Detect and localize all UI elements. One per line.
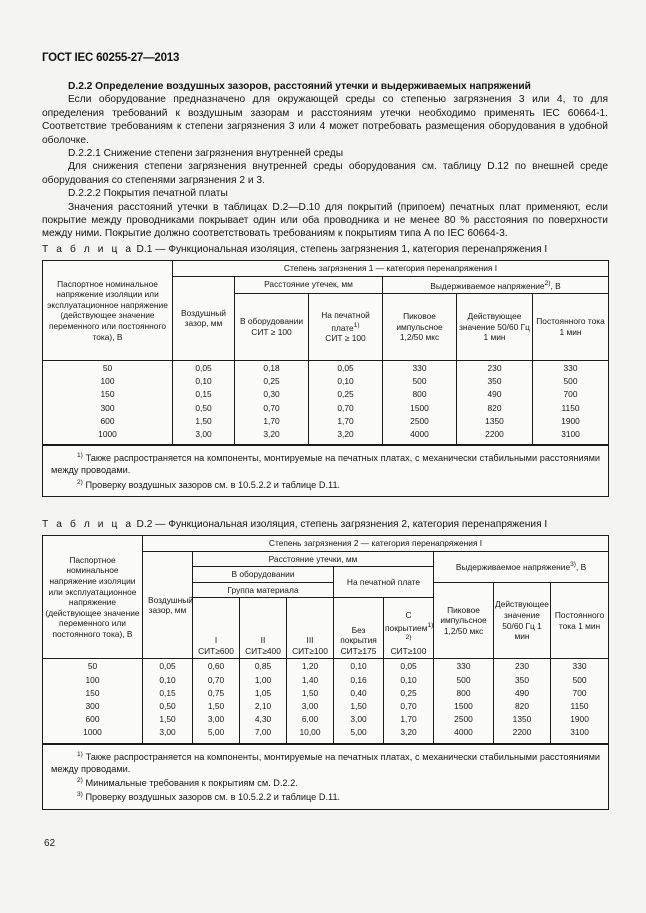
d1-col-creep-equipment bbox=[235, 293, 309, 360]
table-cell: 800 bbox=[456, 687, 471, 698]
table-cell: 0,40 bbox=[350, 687, 367, 698]
d2-group-creepage: Расстояние утечки, мм bbox=[193, 551, 434, 567]
table-cell: 1,05 bbox=[254, 687, 272, 698]
d2-mg3-roman: III bbox=[306, 635, 314, 646]
d1-footnote-2-marker: 2) bbox=[77, 478, 83, 486]
table-cell: 0,70 bbox=[337, 402, 354, 413]
d2-col-rms: Действующее значение 50/60 Гц 1 мин bbox=[494, 582, 551, 659]
table-cell: 2,10 bbox=[254, 700, 272, 711]
table-cell: 4,30 bbox=[254, 714, 272, 725]
section-heading-d221: D.2.2.1 Снижение степени загрязнения внутренней среды bbox=[68, 148, 344, 160]
d2-col-values-voltage bbox=[43, 659, 143, 744]
table-d2-caption-label: Т а б л и ц а bbox=[42, 519, 134, 530]
d2-col-material-group: Группа материала bbox=[193, 582, 334, 598]
table-cell: 1,50 bbox=[301, 687, 319, 698]
table-cell: 1,70 bbox=[337, 415, 354, 426]
section-heading-d22: D.2.2 Определение воздушных зазоров, расстояний утечки и выдерживаемых напряжений bbox=[68, 81, 531, 92]
d2-mg2-roman: II bbox=[260, 635, 266, 646]
d2-footnote-1-text: Также распространяется на компоненты, монтируемые на печатных платах, с механически стабильными расстояниями между проводами. bbox=[51, 751, 601, 774]
table-d1-caption-number: D.1 bbox=[136, 244, 153, 255]
table-d1 bbox=[42, 260, 609, 497]
table-d1-caption-text: — Функциональная изоляция, степень загрязнения 1, категория перенапряжения I bbox=[155, 244, 548, 255]
table-cell: 700 bbox=[572, 687, 587, 698]
d2-footnote-3-text: Проверку воздушных зазоров см. в 10.5.2.2 и таблице D.11. bbox=[85, 792, 341, 803]
d2-col-values-mg3 bbox=[287, 659, 334, 744]
d2-col-values-clearance bbox=[143, 659, 193, 744]
paragraph-2: Для снижения степени загрязнения внутренней среды оборудования см. таблицу D.12 по внешней среде оборудования со степенями загрязнения 2 и 3. bbox=[42, 161, 608, 186]
d1-col-values-creep-equipment bbox=[235, 360, 309, 445]
table-cell: 350 bbox=[487, 376, 502, 387]
d2-mg3-cti: СИТ≥100 bbox=[292, 645, 328, 656]
d2-col-mg1 bbox=[193, 598, 240, 659]
d2-col-pcb-coated bbox=[384, 598, 434, 659]
table-cell: 500 bbox=[456, 674, 471, 685]
d1-col-rms: Действующее значение 50/60 Гц 1 мин bbox=[457, 293, 533, 360]
table-cell: 700 bbox=[563, 389, 578, 400]
table-cell: 330 bbox=[563, 362, 578, 373]
table-cell: 1,40 bbox=[301, 674, 319, 685]
d2-group-withstand-voltage bbox=[434, 551, 609, 582]
d2-col-voltage: Паспортное номинальное напряжение изоляции или эксплуатационное напряжение (действующее значение переменного или постоянного тока), В bbox=[43, 536, 143, 659]
table-row: 1000 bbox=[98, 428, 117, 439]
table-cell: 1900 bbox=[570, 714, 589, 725]
table-cell: 800 bbox=[412, 389, 427, 400]
d2-col-mg2 bbox=[240, 598, 287, 659]
standard-header: ГОСТ IEC 60255-27—2013 bbox=[42, 52, 180, 64]
table-cell: 0,10 bbox=[195, 376, 212, 387]
d1-group-withstand-voltage bbox=[383, 276, 609, 293]
d2-group-withstand-label: Выдерживаемое напряжение bbox=[455, 562, 571, 573]
table-row: 600 bbox=[85, 714, 100, 725]
d2-col-mg3 bbox=[287, 598, 334, 659]
d2-footnote-1-marker: 1) bbox=[77, 750, 83, 758]
table-cell: 4000 bbox=[454, 727, 473, 738]
d2-mg2-cti: СИТ≥400 bbox=[245, 645, 281, 656]
table-cell: 0,25 bbox=[263, 376, 280, 387]
table-cell: 500 bbox=[572, 674, 587, 685]
d2-col-values-mg2 bbox=[240, 659, 287, 744]
d1-col-dc: Постоянного тока 1 мин bbox=[533, 293, 609, 360]
table-cell: 330 bbox=[456, 661, 471, 672]
table-cell: 0,10 bbox=[350, 661, 367, 672]
table-cell: 0,10 bbox=[400, 674, 417, 685]
d2-col-values-mg1 bbox=[193, 659, 240, 744]
d2-footnote-3-marker: 3) bbox=[77, 791, 83, 799]
d1-footnotes-cell bbox=[43, 445, 609, 496]
d1-creep-pcb-text: На печатной плате bbox=[321, 310, 370, 333]
d2-group-pollution-degree: Степень загрязнения 2 — категория перенапряжения I bbox=[143, 536, 609, 552]
table-cell: 3,20 bbox=[337, 428, 354, 439]
d2-mg1-cti: СИТ≥600 bbox=[198, 645, 234, 656]
d2-pcb-coated-text: С покрытием bbox=[385, 610, 428, 633]
table-cell: 490 bbox=[515, 687, 529, 698]
d2-col-values-rms bbox=[494, 659, 551, 744]
table-cell: 0,16 bbox=[350, 674, 367, 685]
d1-group-pollution-degree: Степень загрязнения 1 — категория перенапряжения I bbox=[173, 261, 609, 277]
d2-clearance-label: Воздушный зазор, мм bbox=[148, 594, 193, 615]
d1-col-values-creep-pcb bbox=[309, 360, 383, 445]
table-cell: 0,15 bbox=[195, 389, 212, 400]
table-cell: 0,30 bbox=[263, 389, 280, 400]
table-cell: 1150 bbox=[570, 700, 589, 711]
table-cell: 1,50 bbox=[350, 700, 367, 711]
d1-creep-equipment-cti: СИТ ≥ 100 bbox=[251, 326, 292, 337]
table-cell: 0,70 bbox=[207, 674, 225, 685]
table-d2 bbox=[42, 535, 609, 810]
table-cell: 1,20 bbox=[301, 661, 319, 672]
table-cell: 0,10 bbox=[159, 674, 176, 685]
d2-col-impulse: Пиковое импульсное 1,2/50 мкс bbox=[434, 582, 494, 659]
table-row: 300 bbox=[100, 402, 115, 413]
d2-pcb-coated-footnote-ref: 1) 2) bbox=[405, 622, 434, 642]
table-cell: 1350 bbox=[512, 714, 532, 725]
table-cell: 3100 bbox=[561, 428, 580, 439]
d1-group-withstand-footnote-ref: 2) bbox=[544, 279, 551, 287]
table-cell: 0,75 bbox=[207, 687, 225, 698]
d2-footnote-1 bbox=[51, 749, 600, 775]
table-cell: 3,00 bbox=[207, 714, 225, 725]
table-row: 100 bbox=[85, 674, 100, 685]
d1-col-values-impulse bbox=[383, 360, 457, 445]
table-cell: 0,18 bbox=[263, 362, 280, 373]
table-cell: 1150 bbox=[561, 402, 580, 413]
table-cell: 3,20 bbox=[263, 428, 280, 439]
d1-col-values-dc bbox=[533, 360, 609, 445]
d2-pcb-coated-cti: СИТ≥100 bbox=[390, 645, 427, 656]
table-cell: 0,60 bbox=[207, 661, 225, 672]
d2-data-block bbox=[43, 659, 609, 744]
table-d2-caption bbox=[42, 519, 608, 530]
table-cell: 490 bbox=[487, 389, 502, 400]
d1-group-withstand-label: Выдерживаемое напряжение bbox=[430, 280, 545, 291]
d2-footnotes bbox=[43, 745, 608, 809]
table-cell: 2500 bbox=[454, 714, 473, 725]
d1-col-clearance: Воздушный зазор, мм bbox=[173, 276, 235, 360]
d1-footnote-2-text: Проверку воздушных зазоров см. в 10.5.2.2 и таблице D.11. bbox=[85, 479, 341, 490]
table-cell: 3,00 bbox=[195, 428, 212, 439]
table-cell: 1,50 bbox=[207, 700, 225, 711]
paragraph-1: Если оборудование предназначено для окружающей среды со степенью загрязнения 3 или 4, то для определения требований к воздушным зазорам и расстояниям утечки необходимо применять IEC 60664-1. Соответствие требованиям к степени загрязнения 3 или 4 может потребовать размещения оборудования в удобной оболочке. bbox=[42, 94, 608, 146]
table-cell: 0,05 bbox=[159, 661, 176, 672]
d1-creep-equipment-label: В оборудовании bbox=[239, 316, 304, 327]
d2-col-values-pcb-coated bbox=[384, 659, 434, 744]
d1-col-voltage: Паспортное номинальное напряжение изоляции или эксплуатационное напряжение (действующее значение переменного или постоянного тока), В bbox=[43, 261, 173, 361]
table-cell: 6,00 bbox=[301, 714, 319, 725]
table-cell: 5,00 bbox=[350, 727, 367, 738]
table-row: 50 bbox=[102, 362, 113, 373]
paragraph-3: Значения расстояний утечки в таблицах D.2—D.10 для покрытий (припоем) печатных плат применяют, если покрытие между проводниками покрывает один или оба проводника и не менее 80 % расстояния по поверхности между ними. Покрытие должно соответствовать требованиям к покрытиям типа А по IEC 60664-3. bbox=[42, 201, 608, 240]
table-row: 100 bbox=[100, 376, 115, 387]
table-d1-caption-label: Т а б л и ц а bbox=[42, 244, 134, 255]
table-cell: 7,00 bbox=[254, 727, 272, 738]
d2-footnote-3 bbox=[51, 789, 600, 803]
d2-group-withstand-footnote-ref: 3) bbox=[570, 561, 576, 569]
table-cell: 0,25 bbox=[337, 389, 354, 400]
d2-col-values-dc bbox=[551, 659, 609, 744]
d2-mg1-roman: I bbox=[214, 635, 218, 646]
table-cell: 500 bbox=[412, 376, 427, 387]
d2-col-values-impulse bbox=[434, 659, 494, 744]
table-cell: 2200 bbox=[485, 428, 504, 439]
table-cell: 0,25 bbox=[400, 687, 417, 698]
table-cell: 0,70 bbox=[400, 700, 417, 711]
d1-creep-pcb-cti: СИТ ≥ 100 bbox=[325, 333, 366, 344]
d1-footnote-2 bbox=[51, 477, 600, 491]
table-cell: 1,50 bbox=[195, 415, 212, 426]
d1-footnote-1 bbox=[51, 450, 600, 476]
d2-col-values-pcb-uncoated bbox=[334, 659, 384, 744]
table-cell: 330 bbox=[572, 661, 587, 672]
d1-col-creep-pcb bbox=[309, 293, 383, 360]
table-d2-caption-number: D.2 bbox=[136, 519, 153, 530]
d2-col-dc: Постоянного тока 1 мин bbox=[551, 582, 609, 659]
d1-col-impulse: Пиковое импульсное 1,2/50 мкс bbox=[383, 293, 457, 360]
table-cell: 0,05 bbox=[195, 362, 212, 373]
d1-col-values-rms bbox=[457, 360, 533, 445]
table-cell: 230 bbox=[515, 661, 529, 672]
table-row: 50 bbox=[87, 661, 98, 672]
d1-data-block bbox=[43, 360, 609, 445]
d2-footnote-2-text: Минимальные требования к покрытиям см. D.2.2. bbox=[85, 778, 298, 789]
d1-creep-pcb-label bbox=[310, 310, 381, 333]
table-cell: 2500 bbox=[410, 415, 429, 426]
table-d1-container bbox=[42, 244, 608, 497]
table-cell: 1,70 bbox=[400, 714, 417, 725]
d2-col-creep-pcb: На печатной плате bbox=[334, 567, 434, 598]
table-cell: 3,20 bbox=[400, 727, 417, 738]
table-cell: 820 bbox=[487, 402, 502, 413]
table-cell: 4000 bbox=[410, 428, 429, 439]
table-cell: 10,00 bbox=[299, 727, 321, 738]
table-cell: 230 bbox=[487, 362, 502, 373]
table-cell: 330 bbox=[412, 362, 427, 373]
d1-creep-pcb-footnote-ref: 1) bbox=[353, 321, 360, 329]
body-text-block bbox=[42, 80, 608, 241]
table-cell: 1350 bbox=[485, 415, 504, 426]
table-cell: 1,50 bbox=[159, 714, 176, 725]
table-cell: 1,70 bbox=[263, 415, 280, 426]
table-cell: 3,00 bbox=[159, 727, 176, 738]
table-cell: 3100 bbox=[570, 727, 589, 738]
table-d2-container bbox=[42, 519, 608, 810]
table-cell: 1500 bbox=[454, 700, 473, 711]
d2-group-withstand-unit: , В bbox=[576, 562, 587, 573]
table-cell: 1900 bbox=[561, 415, 580, 426]
d2-pcb-coated-label bbox=[385, 610, 432, 645]
table-cell: 1,00 bbox=[254, 674, 272, 685]
d1-group-withstand-unit: , В bbox=[550, 280, 561, 291]
table-cell: 0,05 bbox=[337, 362, 354, 373]
d1-col-values-clearance bbox=[173, 360, 235, 445]
d2-col-creep-equipment: В оборудовании bbox=[193, 567, 334, 583]
table-row: 150 bbox=[100, 389, 115, 400]
table-cell: 2200 bbox=[512, 727, 532, 738]
table-cell: 0,85 bbox=[254, 661, 272, 672]
table-cell: 3,00 bbox=[350, 714, 367, 725]
page-number: 62 bbox=[44, 838, 56, 849]
table-cell: 3,00 bbox=[301, 700, 319, 711]
d2-pcb-uncoated-label: Без покрытия bbox=[340, 624, 377, 646]
table-d1-caption bbox=[42, 244, 608, 255]
d2-footnotes-cell bbox=[43, 744, 609, 810]
d2-pcb-uncoated-cti: СИТ≥175 bbox=[340, 645, 377, 656]
table-row: 600 bbox=[100, 415, 115, 426]
table-cell: 0,15 bbox=[159, 687, 176, 698]
table-cell: 0,10 bbox=[337, 376, 354, 387]
d1-col-values-voltage bbox=[43, 360, 173, 445]
d1-footnotes bbox=[43, 446, 608, 496]
table-cell: 500 bbox=[563, 376, 578, 387]
table-row: 150 bbox=[85, 687, 100, 698]
section-heading-d222: D.2.2.2 Покрытия печатной платы bbox=[68, 188, 228, 200]
d2-col-clearance bbox=[143, 551, 193, 659]
d2-col-pcb-uncoated bbox=[334, 598, 384, 659]
d1-group-creepage: Расстояние утечек, мм bbox=[235, 276, 383, 293]
table-cell: 820 bbox=[515, 700, 529, 711]
table-row: 1000 bbox=[83, 727, 102, 738]
table-row: 300 bbox=[85, 700, 100, 711]
table-cell: 0,70 bbox=[263, 402, 280, 413]
d1-footnote-1-text: Также распространяется на компоненты, монтируемые на печатных платах, с механически стабильными расстояниями между проводами. bbox=[51, 453, 601, 476]
table-cell: 5,00 bbox=[207, 727, 225, 738]
table-cell: 0,50 bbox=[159, 700, 176, 711]
d1-footnote-1-marker: 1) bbox=[77, 452, 83, 460]
table-d2-caption-text: — Функциональная изоляция, степень загрязнения 2, категория перенапряжения I bbox=[155, 519, 548, 530]
d2-footnote-2 bbox=[51, 775, 600, 789]
table-cell: 0,05 bbox=[400, 661, 417, 672]
table-cell: 0,50 bbox=[195, 402, 212, 413]
table-cell: 1500 bbox=[410, 402, 429, 413]
table-cell: 350 bbox=[515, 674, 529, 685]
d2-footnote-2-marker: 2) bbox=[77, 776, 83, 784]
